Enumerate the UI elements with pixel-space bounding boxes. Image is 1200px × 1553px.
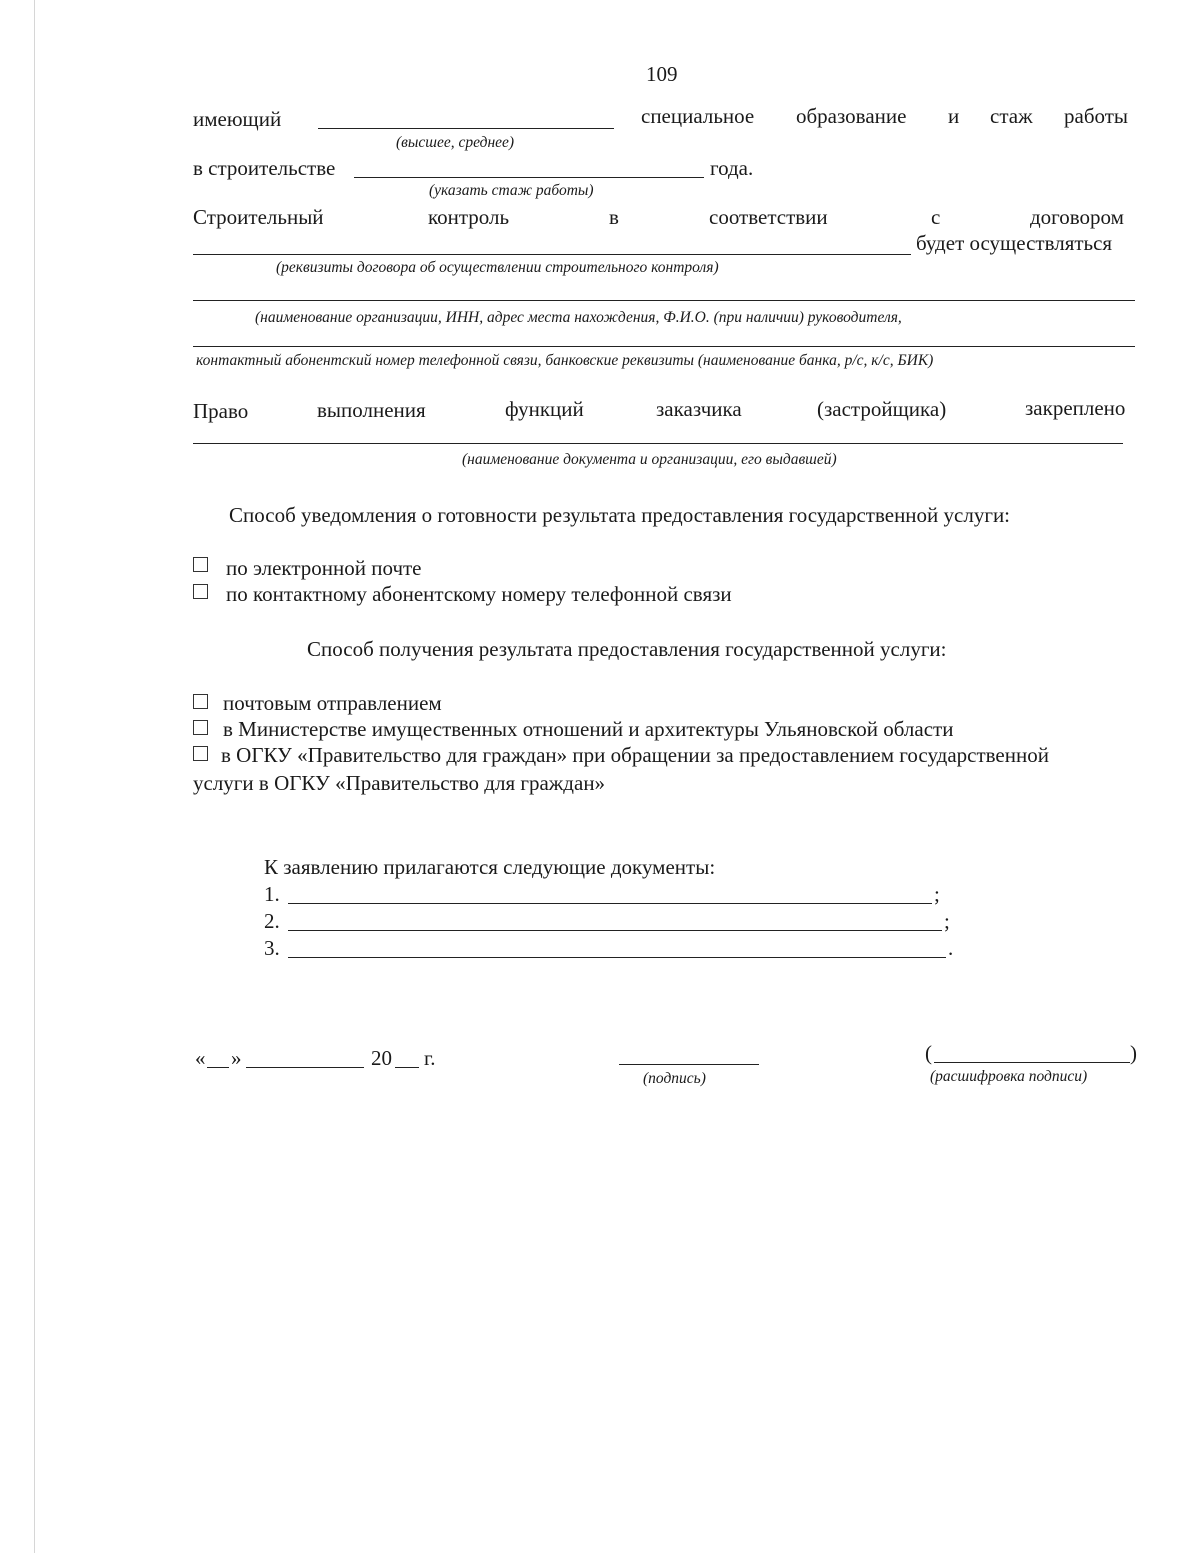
date-month-blank[interactable]: [246, 1067, 364, 1068]
decode-hint: (расшифровка подписи): [930, 1068, 1088, 1085]
attachment-end: ;: [934, 882, 940, 906]
education-word: образование: [796, 104, 907, 128]
attachment-blank[interactable]: [288, 903, 932, 904]
date-year-prefix: 20: [371, 1046, 392, 1070]
experience-lead: в строительстве: [193, 156, 336, 180]
option-ogku-label: в ОГКУ «Правительство для граждан» при обращении за предоставлением государственной: [221, 743, 1049, 767]
customer-word: функций: [505, 397, 584, 421]
attachments-heading: К заявлению прилагаются следующие документы:: [264, 855, 716, 879]
customer-word: выполнения: [317, 398, 426, 422]
contract-blank[interactable]: [193, 254, 911, 255]
attachment-number: 3.: [264, 936, 280, 960]
customer-blank[interactable]: [193, 443, 1123, 444]
experience-hint: (указать стаж работы): [429, 182, 594, 199]
contacts-blank[interactable]: [193, 346, 1135, 347]
attachment-end: ;: [944, 909, 950, 933]
option-post-label: почтовым отправлением: [223, 691, 442, 715]
checkbox-ogku[interactable]: [193, 746, 208, 761]
page-number: 109: [646, 62, 678, 86]
option-ministry-label: в Министерстве имущественных отношений и архитектуры Ульяновской области: [223, 717, 954, 741]
contacts-hint: контактный абонентский номер телефонной связи, банковские реквизиты (наименование банка, р/с, к/с, БИК): [196, 352, 934, 369]
control-word: соответствии: [709, 205, 828, 229]
scan-edge: [34, 0, 35, 1553]
signature-hint: (подпись): [643, 1070, 706, 1087]
decode-open-paren: (: [925, 1041, 932, 1065]
education-word: работы: [1064, 104, 1129, 128]
experience-tail: года.: [710, 156, 754, 180]
contract-hint: (реквизиты договора об осуществлении строительного контроля): [276, 259, 719, 276]
education-hint: (высшее, среднее): [396, 134, 515, 151]
control-word: Строительный: [193, 205, 324, 229]
control-tail: будет осуществляться: [916, 231, 1113, 255]
checkbox-email[interactable]: [193, 557, 208, 572]
decode-blank[interactable]: [934, 1062, 1130, 1063]
checkbox-ministry[interactable]: [193, 720, 208, 735]
control-word: контроль: [428, 205, 510, 229]
date-close-quote: »: [231, 1046, 242, 1070]
date-year-blank[interactable]: [395, 1067, 419, 1068]
customer-word: закреплено: [1025, 396, 1126, 420]
education-word: стаж: [990, 104, 1033, 128]
control-word: договором: [1030, 205, 1124, 229]
decode-close-paren: ): [1130, 1041, 1137, 1065]
education-word: и: [948, 104, 960, 128]
attachment-blank[interactable]: [288, 930, 942, 931]
option-phone-label: по контактному абонентскому номеру телефонной связи: [226, 582, 732, 606]
signature-blank[interactable]: [619, 1064, 759, 1065]
checkbox-phone[interactable]: [193, 584, 208, 599]
customer-word: Право: [193, 399, 249, 423]
attachment-blank[interactable]: [288, 957, 946, 958]
organization-hint: (наименование организации, ИНН, адрес места нахождения, Ф.И.О. (при наличии) руководителя,: [255, 309, 902, 326]
option-email-label: по электронной почте: [226, 556, 422, 580]
option-ogku-label-cont: услуги в ОГКУ «Правительство для граждан»: [193, 771, 606, 795]
organization-blank[interactable]: [193, 300, 1135, 301]
education-blank[interactable]: [318, 128, 614, 129]
checkbox-post[interactable]: [193, 694, 208, 709]
education-word: специальное: [641, 104, 755, 128]
date-year-suffix: г.: [424, 1046, 436, 1070]
customer-hint: (наименование документа и организации, его выдавшей): [462, 451, 837, 468]
attachment-end: .: [948, 936, 954, 960]
customer-word: (застройщика): [817, 397, 947, 421]
customer-word: заказчика: [656, 397, 742, 421]
attachment-number: 1.: [264, 882, 280, 906]
date-open-quote: «: [195, 1046, 206, 1070]
experience-blank[interactable]: [354, 177, 704, 178]
attachment-number: 2.: [264, 909, 280, 933]
control-word: с: [931, 205, 941, 229]
notification-heading: Способ уведомления о готовности результата предоставления государственной услуги:: [229, 503, 1011, 527]
receipt-heading: Способ получения результата предоставления государственной услуги:: [307, 637, 947, 661]
date-day-blank[interactable]: [207, 1067, 229, 1068]
control-word: в: [609, 205, 619, 229]
education-lead: имеющий: [193, 107, 282, 131]
